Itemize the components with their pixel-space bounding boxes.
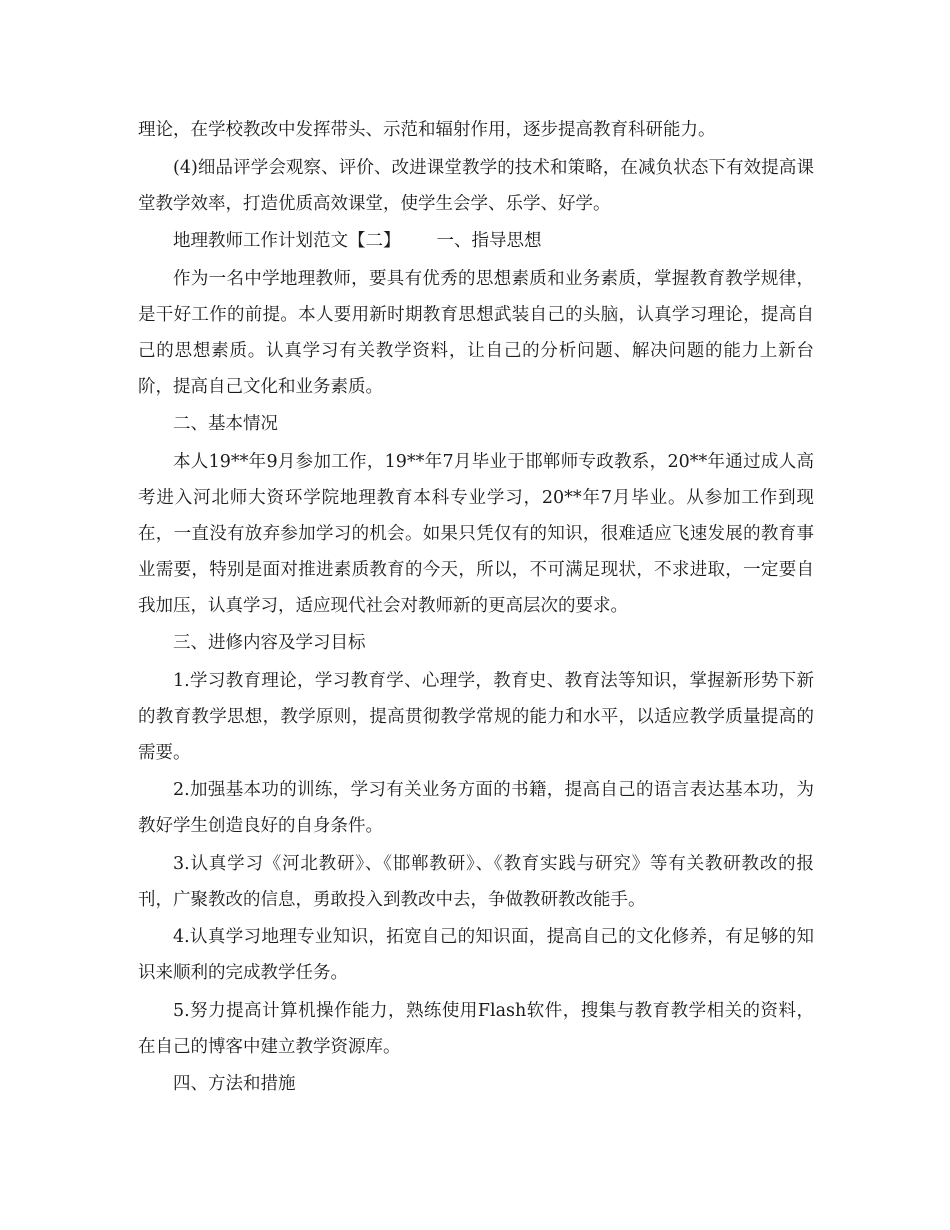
document-body (138, 112, 814, 1104)
paragraph-6: 2.加强基本功的训练，学习有关业务方面的书籍，提高自己的语言表达基本功，为教好学生创造良好的自身条件。 (138, 780, 814, 836)
paragraph-5: 1.学习教育理论，学习教育学、心理学，教育史、教育法等知识，掌握新形势下新的教育教学思想，教学原则，提高贯彻教学常规的能力和水平，以适应教学质量提高的需要。 (138, 670, 814, 763)
paragraph-2: (4)细品评学会观察、评价、改进课堂教学的技术和策略，在减负状态下有效提高课堂教学效率，打造优质高效课堂，使学生会学、乐学、好学。 (138, 157, 814, 214)
section-title: 地理教师工作计划范文【二】 (173, 231, 401, 251)
paragraph-9: 5.努力提高计算机操作能力，熟练使用Flash软件，搜集与教育教学相关的资料，在自己的博客中建立教学资源库。 (138, 1000, 814, 1057)
paragraph-8: 4.认真学习地理专业知识，拓宽自己的知识面，提高自己的文化修养，有足够的知识来顺利的完成教学任务。 (138, 927, 814, 983)
paragraph-4: 本人19**年9月参加工作，19**年7月毕业于邯郸师专政教系，20**年通过成人高考进入河北师大资环学院地理教育本科专业学习，20**年7月毕业。从参加工作到现在，一直没有放弃参加学习的机会。如果只凭仅有的知识，很难适应飞速发展的教育事业需要，特别是面对推进素质教育的今天，所以，不可满足现状，不求进取，一定要自我加压，认真学习，适应现代社会对教师新的更高层次的要求。 (138, 451, 814, 616)
paragraph-1: 理论，在学校教改中发挥带头、示范和辐射作用，逐步提高教育科研能力。 (138, 120, 716, 140)
paragraph-3: 作为一名中学地理教师，要具有优秀的思想素质和业务素质，掌握教育教学规律，是干好工作的前提。本人要用新时期教育思想武装自己的头脑，认真学习理论，提高自己的思想素质。认真学习有关教学资料，让自己的分析问题、解决问题的能力上新台阶，提高自己文化和业务素质。 (138, 268, 814, 397)
heading-basic-situation: 二、基本情况 (173, 414, 278, 434)
heading-study-content: 三、进修内容及学习目标 (173, 633, 366, 653)
heading-guiding-thought: 一、指导思想 (436, 231, 542, 251)
paragraph-7: 3.认真学习《河北教研》、《邯郸教研》、《教育实践与研究》等有关教研教改的报刊，广聚教改的信息，勇敢投入到教改中去，争做教研教改能手。 (138, 853, 814, 910)
section-title-line (138, 223, 814, 259)
heading-methods: 四、方法和措施 (173, 1074, 296, 1094)
